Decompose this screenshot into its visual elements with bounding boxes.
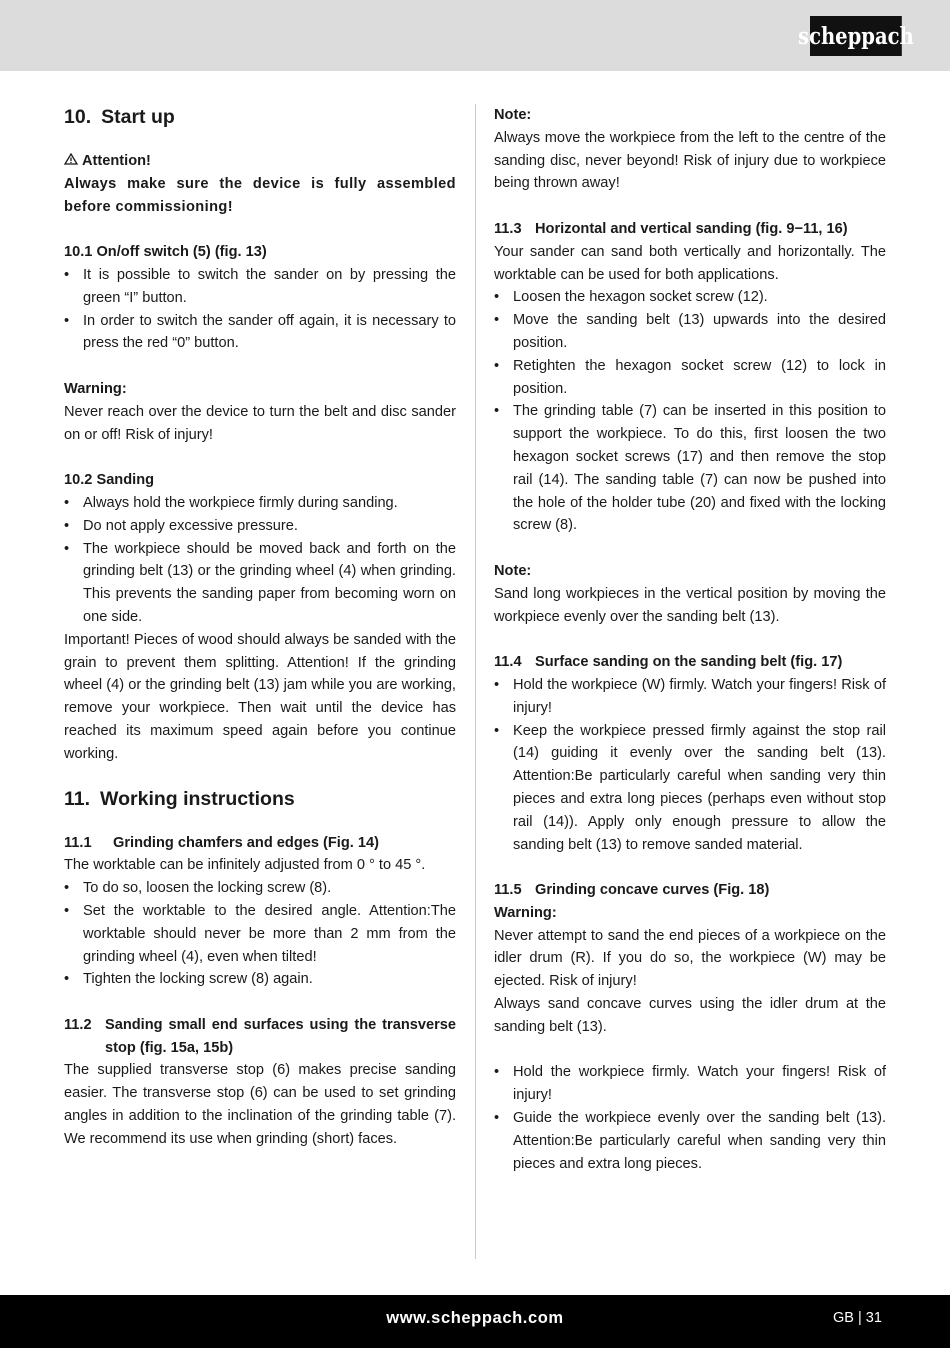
list-item <box>64 264 456 310</box>
warning-triangle-icon <box>64 150 78 173</box>
warning-text: Never attempt to sand the end pieces of a workpiece on the idler drum (R). If you do so, the workpiece (W) may be ejected. Risk of injury! <box>494 927 886 990</box>
brand-logo: scheppach <box>810 16 902 56</box>
section-11-heading <box>64 786 456 812</box>
list-item <box>64 877 456 900</box>
list-item <box>64 538 456 629</box>
section-title: Start up <box>101 106 175 128</box>
note-text: Always move the workpiece from the left to the centre of the sanding disc, never beyond! Risk of injury due to workpiece being thrown away! <box>494 129 886 192</box>
note-text: Sand long workpieces in the vertical position by moving the workpiece evenly over the sanding belt (13). <box>494 585 886 625</box>
list-item-text: Loosen the hexagon socket screw (12). <box>513 289 768 306</box>
bullet: • <box>64 517 70 534</box>
warning-label: Warning: <box>64 380 127 397</box>
header-bar <box>0 0 950 71</box>
bullet: • <box>494 1064 500 1081</box>
list-item <box>494 674 886 720</box>
section-title: Working instructions <box>100 787 295 810</box>
subsection-title: Horizontal and vertical sanding (fig. 9−11, 16) <box>535 220 848 237</box>
list-item <box>64 900 456 968</box>
attention-label-text: Attention! <box>82 153 151 169</box>
section-10-heading <box>64 104 456 130</box>
section-number: 11. <box>64 787 91 810</box>
section-10-2-title: 10.2 Sanding <box>64 472 155 489</box>
important-text: Important! Pieces of wood should always be sanded with the grain to prevent them splitting. Attention! If the grinding wheel (4) or the grinding belt (13) jam while you are working, remove your workpiece. Then wait until the device has reached its maximum speed again before you continue working. <box>64 631 456 762</box>
list-item-text: Set the worktable to the desired angle. Attention:The worktable should never be more than 2 mm from the grinding wheel (4), even when tilted! <box>83 902 456 965</box>
section-10-2-list <box>64 492 456 629</box>
bullet: • <box>64 971 70 988</box>
section-11-2-text: The supplied transverse stop (6) makes precise sanding easier. The transverse stop (6) can be used to set grinding angles in addition to the inclination of the grinding table (7). We recommend its use when grinding (short) faces. <box>64 1062 456 1147</box>
bullet: • <box>64 312 70 329</box>
page-number: GB | 31 <box>833 1310 882 1326</box>
list-item-text: The grinding table (7) can be inserted in this position to support the workpiece. To do this, first loosen the two hexagon socket screws (17) and then remove the stop rail (14). The sanding table (7) can now be pushed into the hole of the holder tube (20) and fixed with the locking screw (8). <box>513 403 886 534</box>
section-11-4-list <box>494 674 886 856</box>
list-item <box>64 492 456 515</box>
list-item-text: Always hold the workpiece firmly during sanding. <box>83 494 398 511</box>
list-item <box>64 310 456 356</box>
bullet: • <box>494 312 500 329</box>
bullet: • <box>64 880 70 897</box>
right-column <box>494 104 886 1175</box>
list-item-text: Tighten the locking screw (8) again. <box>83 971 313 988</box>
list-item-text: Hold the workpiece (W) firmly. Watch your fingers! Risk of injury! <box>513 676 886 716</box>
list-item <box>64 968 456 991</box>
list-item-text: Move the sanding belt (13) upwards into the desired position. <box>513 312 886 351</box>
subsection-title: Surface sanding on the sanding belt (fig. 17) <box>535 654 843 671</box>
column-divider <box>475 104 476 1259</box>
bullet: • <box>494 676 500 693</box>
subsection-number: 11.2 <box>64 1016 92 1033</box>
section-11-5-list <box>494 1061 886 1175</box>
warning-label: Warning: <box>494 904 557 921</box>
note-label: Note: <box>494 107 532 123</box>
bullet: • <box>64 540 70 557</box>
list-item-text: Keep the workpiece pressed firmly against the stop rail (14) guiding it evenly over the sanding belt (13). Attention:Be particularly careful when sanding very thin pieces and extra long pieces (perhaps even without stop rail (14)). Apply only enough pressure to allow the sanding belt (13) to remove sanded material. <box>513 722 886 853</box>
warning-text: Never reach over the device to turn the belt and disc sander on or off! Risk of injury! <box>64 403 456 443</box>
section-11-1-intro: The worktable can be infinitely adjusted from 0 ° to 45 °. <box>64 857 426 874</box>
bullet: • <box>494 722 500 739</box>
section-11-5-title <box>494 879 886 902</box>
bullet: • <box>494 1110 500 1127</box>
subsection-number: 11.3 <box>494 220 522 237</box>
list-item <box>494 720 886 857</box>
section-11-3-title <box>494 218 886 241</box>
subsection-number: 11.4 <box>494 654 522 671</box>
bullet: • <box>64 266 70 283</box>
note-label: Note: <box>494 562 532 579</box>
section-11-2-title <box>64 1014 456 1060</box>
bullet: • <box>64 902 70 919</box>
bullet: • <box>64 494 70 511</box>
bullet: • <box>494 403 500 420</box>
attention-text: Always make sure the device is fully assembled before commissioning! <box>64 175 456 215</box>
section-10-1-title: 10.1 On/off switch (5) (fig. 13) <box>64 244 267 261</box>
section-number: 10. <box>64 106 92 128</box>
subsection-title: Sanding small end surfaces using the transverse stop (fig. 15a, 15b) <box>105 1016 456 1056</box>
list-item <box>494 1107 886 1175</box>
section-11-3-list <box>494 286 886 537</box>
section-11-1-list <box>64 877 456 991</box>
list-item <box>494 355 886 401</box>
section-11-3-intro: Your sander can sand both vertically and horizontally. The worktable can be used for both applications. <box>494 243 886 283</box>
footer-bar <box>0 1295 950 1348</box>
subsection-number: 11.5 <box>494 882 522 899</box>
list-item-text: To do so, loosen the locking screw (8). <box>83 880 332 897</box>
bullet: • <box>494 289 500 306</box>
section-11-4-title <box>494 651 886 674</box>
list-item-text: The workpiece should be moved back and forth on the grinding belt (13) or the grinding wheel (4) when grinding. This prevents the sanding paper from becoming worn on one side. <box>83 540 456 625</box>
subsection-title: Grinding concave curves (Fig. 18) <box>535 882 770 899</box>
list-item <box>494 400 886 537</box>
list-item <box>494 309 886 355</box>
footer-url: www.scheppach.com <box>386 1309 564 1327</box>
section-10-1-list <box>64 264 456 355</box>
list-item-text: Guide the workpiece evenly over the sanding belt (13). Attention:Be particularly careful when sanding very thin pieces and extra long pieces. <box>513 1110 886 1172</box>
list-item-text: Retighten the hexagon socket screw (12) to lock in position. <box>513 357 886 397</box>
list-item <box>494 286 886 309</box>
list-item <box>64 515 456 538</box>
subsection-title: Grinding chamfers and edges (Fig. 14) <box>113 834 379 851</box>
attention-label <box>64 150 456 173</box>
list-item-text: In order to switch the sander off again, it is necessary to press the red “0” button. <box>83 312 456 352</box>
left-column <box>64 104 456 1151</box>
list-item-text: Do not apply excessive pressure. <box>83 517 298 534</box>
section-11-5-text: Always sand concave curves using the idler drum at the sanding belt (13). <box>494 996 886 1035</box>
list-item-text: Hold the workpiece firmly. Watch your fingers! Risk of injury! <box>513 1064 886 1104</box>
bullet: • <box>494 357 500 374</box>
subsection-number: 11.1 <box>64 834 92 851</box>
list-item <box>494 1061 886 1107</box>
section-11-1-title <box>64 832 456 855</box>
list-item-text: It is possible to switch the sander on by pressing the green “I” button. <box>83 266 456 306</box>
